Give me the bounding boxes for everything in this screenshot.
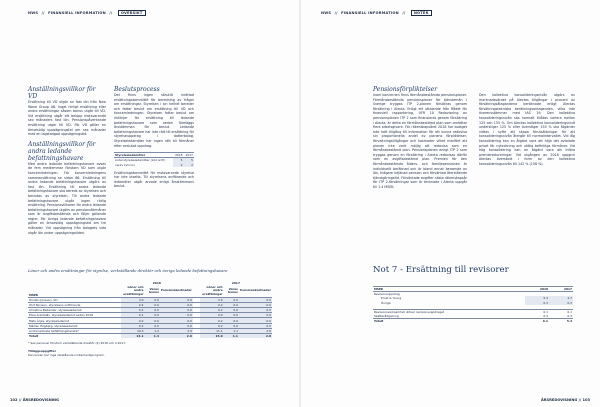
audit-fee-table: MSEK 2018 2017 Revisionsuppdrag Ernst & Young 5.3 4.7 Övriga 0.3 0.3 Revisionsverksamhet utöver revisionsuppdraget 0.1 0.1 Skatterådgivning 0.4 0.3 Totalt 6.1 5.4 bbox=[374, 287, 572, 324]
row-label: Mats Årjes, styrelseledamot bbox=[29, 318, 70, 323]
page-number: 103 bbox=[582, 398, 590, 402]
cell-value: 15.0 bbox=[200, 334, 224, 339]
cell-value: 0.0 bbox=[145, 313, 160, 318]
cell-value: 0.0 bbox=[160, 323, 193, 328]
cell-value: 0.0 bbox=[224, 308, 239, 313]
board-table: Styrelseledamöter 2018 2017 Antal styrelseledamöter (inkl ordf.) 5 5 varav kvinnor 2 2 bbox=[115, 153, 193, 167]
cell-value: 1.1 bbox=[224, 328, 239, 333]
heading-vd-terms: Anställningsvillkor för VD bbox=[28, 86, 96, 100]
footer-doc-name: ÅRSREDOVISNING bbox=[541, 398, 578, 402]
cell-value: 0.0 bbox=[224, 323, 239, 328]
cell-value: 0.0 bbox=[224, 297, 239, 302]
left-page bbox=[0, 0, 299, 407]
page-footer: 102 // ÅRSREDOVISNING bbox=[10, 398, 59, 402]
column-left-2 bbox=[114, 86, 194, 189]
cell-value: 0.2 bbox=[121, 308, 145, 313]
cell-value: 0.2 bbox=[200, 318, 224, 323]
row-label: Olof Persson, styrelsens ordförande bbox=[29, 302, 81, 307]
brand-name: NWS bbox=[28, 11, 39, 15]
cell-value: 0.0 bbox=[239, 308, 272, 313]
audit-fee-table-block bbox=[373, 286, 573, 324]
cell-value: 14.1 bbox=[121, 334, 145, 339]
cell-value: 3.0 bbox=[121, 297, 145, 302]
row-label: Christina Bellander, styrelseledamot bbox=[29, 308, 82, 313]
paragraph-board-fees: Ersättningskommitté för motsvarande styrelse har inte utsetts. Till styrelsens ordförande och ledamöter utgår arvode enligt årsstämmans beslut. bbox=[114, 170, 194, 189]
cell-value: 0.0 bbox=[145, 323, 160, 328]
cell-value: 0.1 bbox=[121, 313, 145, 318]
row-label: Andra ledande befattningshavare* bbox=[29, 328, 79, 333]
cell-value: 0.3 bbox=[567, 314, 572, 319]
cell-value: 0.1 bbox=[543, 310, 548, 315]
row-label: Revisionsverksamhet utöver revisionsuppdraget bbox=[374, 310, 444, 315]
page-footer: ÅRSREDOVISNING // 103 bbox=[541, 398, 590, 402]
right-page bbox=[301, 0, 600, 407]
column-right-2 bbox=[479, 93, 575, 167]
page-header: NWS // FINANSIELL INFORMATION // NOTER bbox=[321, 10, 432, 16]
cell-value: 4.7 bbox=[549, 296, 573, 300]
cell-value: 2.8 bbox=[239, 328, 272, 333]
cell-value: 0.4 bbox=[543, 314, 548, 319]
row-label: Övriga bbox=[381, 300, 391, 305]
cell-value: 0.3 bbox=[549, 301, 573, 305]
footer-doc-name: ÅRSREDOVISNING bbox=[22, 398, 59, 402]
remuneration-table-title: Löner och andra ersättningar för styrelse, verkställande direktör och övriga ledande befattningshavare bbox=[28, 268, 228, 273]
cell-value: 1.4 bbox=[145, 334, 160, 339]
cell-value: 0.0 bbox=[239, 297, 272, 302]
paragraph-decision-process: Det finns ingen särskilt inrättad ersättningskommitté för beredning av frågor om ersättningar. Styrelsen i sin helhet bereder och fattar beslut om ersättning till VD och koncernledningen. Styrelsen fattar beslut om riktlinjer för ersättning till ledande befattningshavare som sedan föreläggs årsstämman för beslut. Ledande befattningshavare har inte rätt till ersättning för styrelseuppdrag i dotterbolag. Styrelseledamöter har ingen rätt till förmåner efter avslutat uppdrag. bbox=[114, 93, 194, 148]
column-left-1 bbox=[28, 86, 106, 239]
cell-value: 0.0 bbox=[160, 302, 193, 307]
cell-value: 0.2 bbox=[200, 308, 224, 313]
row-label: Torsten Jansson, VD bbox=[29, 297, 58, 302]
table-row: Antal styrelseledamöter (inkl ordf.) 5 5 bbox=[115, 158, 193, 163]
cell-value: 6.1 bbox=[542, 319, 548, 324]
remuneration-table: 2018 2017 MSEK Löner och andra ersättningar Varav bonus Pensionskostnader Löner och andra ersättningar Varav bonus Pensionskostnader Torsten Jansson, VD 3.0 0.0 0.0 3.0 0.0 0.0 Olof Persson, styrelsens ordförande 0.4 0.0 0.0 0.4 0.0 0.0 Christina Bellander, styrelseledamot 0.2 0.0 0.0 0.2 0.0 0.0 Elisa Ankdaläv, styrelseledamot sedan 2018 0.1 0.0 0.0 0.0 0.0 0.0 Mats Årjes, styrelseledamot 0.2 0.0 0.0 0.2 0.0 0.0 Märten Högberg, styrelseledamot 0.2 0.0 0.0 0.2 0.0 0.0 Andra ledande befattningshavare* 10.3 1.4 2.9 11.1 1.1 2.8 Totalt 14.1 1.4 2.9 15.0 1.1 2.8 bbox=[29, 281, 271, 339]
additional-info-heading: Tilläggsuppgifter bbox=[28, 349, 57, 354]
section-tag: NOTER bbox=[411, 10, 432, 16]
cell-value: 10.3 bbox=[121, 328, 145, 333]
cell-value: 2.9 bbox=[160, 334, 193, 339]
cell-value: 0.0 bbox=[224, 318, 239, 323]
cell-value: 0.0 bbox=[239, 318, 272, 323]
row-label: Skatterådgivning bbox=[374, 314, 399, 319]
note-7-block bbox=[373, 265, 573, 275]
page-header: NWS // FINANSIELL INFORMATION // ÖVERSIKT bbox=[28, 10, 146, 16]
cell-value: 0.0 bbox=[145, 302, 160, 307]
cell-value: 1.1 bbox=[224, 334, 239, 339]
table-row bbox=[28, 334, 272, 339]
row-label: Totalt bbox=[29, 334, 39, 339]
cell-value: 0.3 bbox=[525, 301, 549, 305]
cell-value: 1.4 bbox=[145, 328, 160, 333]
section-name: FINANSIELL INFORMATION bbox=[48, 11, 106, 15]
cell-value: 2.9 bbox=[160, 328, 193, 333]
cell-value: 0.4 bbox=[200, 302, 224, 307]
cell-value: 0.0 bbox=[239, 323, 272, 328]
cell-value: 2.8 bbox=[239, 334, 272, 339]
row-label: Revisionsuppdrag bbox=[374, 292, 400, 297]
cell-value: 0.0 bbox=[200, 313, 224, 318]
table-footnote: * Sex personer förutom verkställande direktör (4) 2018 och 4 2017. bbox=[28, 341, 126, 346]
cell-value: 0.0 bbox=[224, 313, 239, 318]
table-row: varav kvinnor 2 2 bbox=[115, 162, 193, 167]
brand-name: NWS bbox=[321, 11, 332, 15]
paragraph-executive-terms: Med andra ledande befattningshavare avses de fem medlemmar förutom VD som utgör koncernledningen. För koncernledningens sammansättning se sidan 66. Ersättning till andra ledande befattningshavare utgörs av fast lön. Ersättning till andra ledande befattningshavare ska bereds av styrelsen och beslutas av styrelsen. Till andra ledande befattningshavare utgår ingen rörlig ersättning. Pensionsvillkoren för andra ledande befattningshavare utgörs av pensionsförmåner som är avgiftsbestämda och följer gällande regler. För övriga ledande befattningshavare gäller en ömsesidig uppsägningstid om tre månader. Vid uppsägning från bolagets sida utgår lön under uppsägningstiden. bbox=[28, 161, 106, 235]
additional-info-text: Koncernen har inga utestående incitamentsprogram. bbox=[28, 353, 105, 358]
cell-value: 0.0 bbox=[145, 297, 160, 302]
cell-value: 0.0 bbox=[160, 297, 193, 302]
heading-executive-terms: Anställningsvillkor för andra ledande befattningshavare bbox=[28, 140, 96, 162]
row-label: Ernst & Young bbox=[381, 296, 402, 301]
cell-value: 0.0 bbox=[160, 318, 193, 323]
cell-value: 0.0 bbox=[145, 308, 160, 313]
table-row bbox=[373, 319, 573, 324]
cell-value: 5.4 bbox=[566, 319, 572, 324]
section-tag: ÖVERSIKT bbox=[118, 10, 146, 16]
cell-value: 3.0 bbox=[200, 297, 224, 302]
row-label: Totalt bbox=[374, 319, 384, 324]
row-label: Märten Högberg, styrelseledamot bbox=[29, 323, 78, 328]
paragraph-pension-2: Den kollektiva konsolideringsnivån utgörs av marknadsvärdet på Alectas tillgångar i procent av försäkringsåtagandena beräknade enligt Alectas försäkringstekniska beräkningsantaganden, vilka inte överensstämmer med IAS 19. Den kollektiva konsolideringsnivån ska normalt tillåtas variera mellan 125 och 155 %. Om Alectas kollektiva konsolideringsnivå understiger 125 % eller överstiger 155 % ska åtgärder vidtas i syfte att skapa förutsättningar för att konsolideringsnivån återgår till normalintervallet. Vid låg konsolidering kan en åtgärd vara att höja det avtalade priset för nyteckning och utöka befintliga förmåner. Vid hög konsolidering kan en åtgärd vara att införa premiereduceringar. Vid utgången av 2018 uppgick Alectas överskott i form av den kollektiva konsolideringsnivån till 142 % (158 %). bbox=[479, 93, 575, 166]
note-7-title: Not 7 - Ersättning till revisorer bbox=[373, 265, 509, 275]
cell-value: 0.0 bbox=[160, 308, 193, 313]
remuneration-table-block bbox=[28, 268, 272, 357]
paragraph-pension-1: Inom koncernen finns förmånsbestämda pensionsplaner. Förmånsbestämda pensionsplaner för tjänstemän i Sverige tryggas ITP 2-planen försäkras genom försäkring i Alecta. Enligt ett uttalande från Rådet för finansiell rapportering, UFR 10 Redovisning av pensionsplanen ITP 2 som finansieras genom försäkring i Alecta, är detta en förmånsbestämd plan som omfattar flera arbetsgivare. För räkenskapsåret 2018 har bolaget inte haft tillgång till information för att kunna redovisa sin proportionella andel av planens förpliktelser, förvaltningstillgångar och kostnader vilket medfört att planen inte varit möjlig att redovisa som en förmånsbestämd plan. Pensionsplanen enligt ITP 2 som tryggas genom en försäkring i Alecta redovisas därför som en avgiftsbestämd plan. Premien för den förmånsbestämda ålders- och familjepensionen är individuellt beräknad och är bland annat beroende av lön, tidigare intjänad pension och förväntad återstående tjänstgöringstid. Förväntade avgifter nästa räkenskapsår för ITP 2-försäkringar som är tecknade i Alecta uppgår till 1.4 MSEK. bbox=[373, 93, 467, 189]
column-right-1 bbox=[373, 86, 467, 189]
cell-value: 0.2 bbox=[121, 318, 145, 323]
cell-value: 0.0 bbox=[145, 318, 160, 323]
paragraph-vd-terms: Ersättning till VD utgör av fast lön från New Wave Group AB. Inget rörligt ersättning eller andra ersättningar såsom bonus utgår till VD. Vid ersättning utgår ett belopp motsvarande sex månaders fast lön. Pensionspåverkande ersättning utgör till VD. För VD gäller en ömsesidig uppsägningstid om sex månader med en lagstadgad uppsägningstid. bbox=[28, 100, 106, 137]
cell-value: 0.4 bbox=[121, 302, 145, 307]
cell-value: 0.0 bbox=[239, 313, 272, 318]
cell-value: 0.0 bbox=[239, 302, 272, 307]
cell-value: 0.1 bbox=[567, 310, 572, 315]
cell-value: 0.0 bbox=[224, 302, 239, 307]
cell-value: 11.1 bbox=[200, 328, 224, 333]
cell-value: 0.2 bbox=[200, 323, 224, 328]
heading-decision-process: Beslutsprocess bbox=[114, 86, 160, 93]
heading-pension-obligations: Pensionsförpliktelser bbox=[373, 86, 438, 93]
section-name: FINANSIELL INFORMATION bbox=[341, 11, 399, 15]
row-label: Elisa Ankdaläv, styrelseledamot sedan 2018 bbox=[29, 313, 94, 318]
cell-value: 5.3 bbox=[525, 296, 549, 300]
cell-value: 0.0 bbox=[160, 313, 193, 318]
page-number: 102 bbox=[10, 398, 18, 402]
cell-value: 0.2 bbox=[121, 323, 145, 328]
